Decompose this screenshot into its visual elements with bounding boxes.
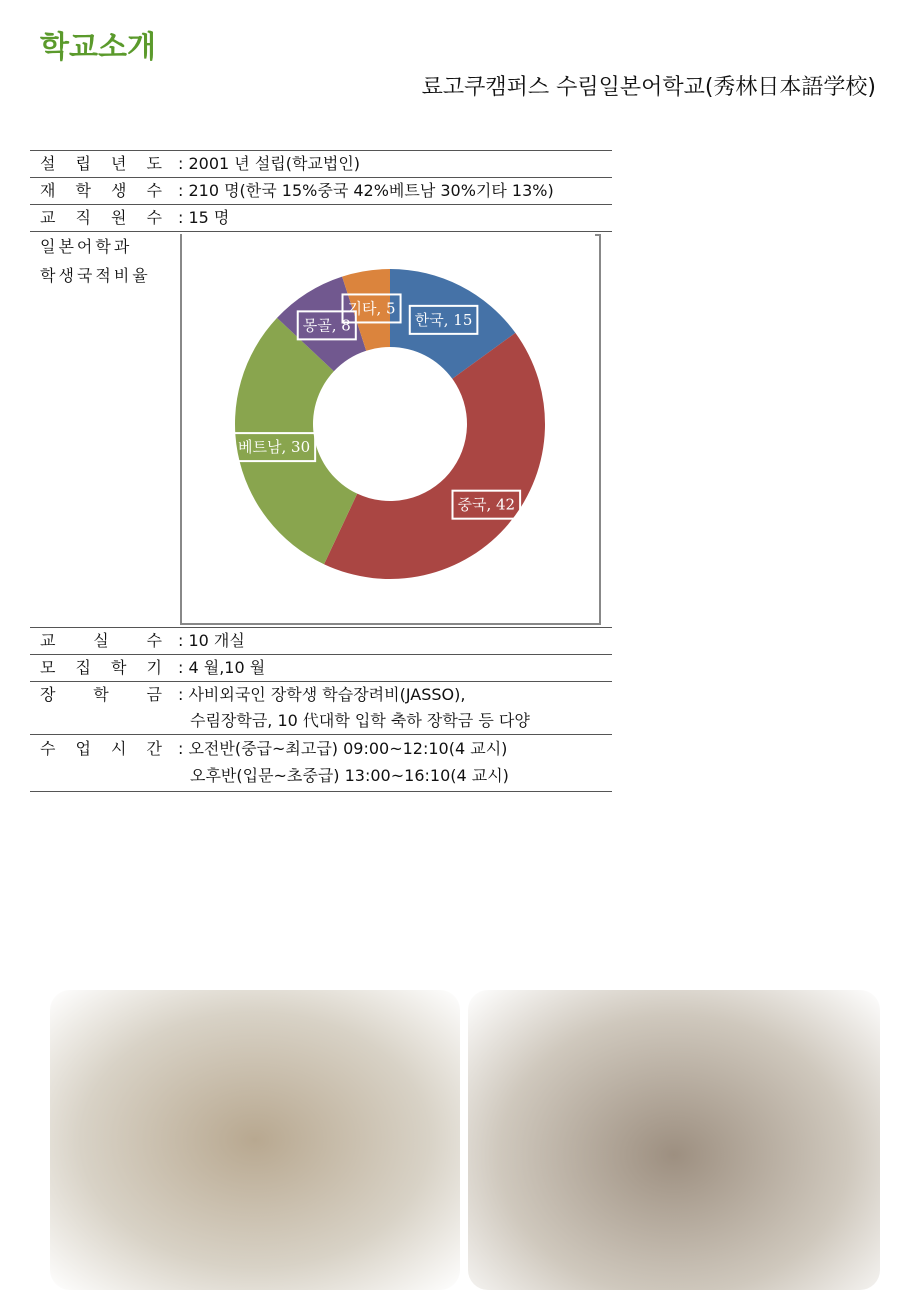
value: : 4 월,10 월 — [178, 658, 266, 677]
data-label-text: 기타, 5 — [347, 299, 396, 318]
data-label-text: 몽골, 8 — [302, 316, 351, 335]
label-char: 집 — [75, 658, 91, 677]
table-row-students — [30, 177, 612, 204]
table-row-scholarship — [30, 681, 612, 734]
classroom-photo-teacher — [50, 990, 460, 1290]
label-char: 교 — [40, 208, 56, 227]
value: : 2001 년 설립(학교법인) — [178, 154, 361, 173]
label-char: 장 — [40, 685, 56, 704]
label-char: 설 — [40, 154, 56, 173]
label-char: 도 — [146, 154, 162, 173]
label-char: 직 — [75, 208, 91, 227]
label-char: 교 — [40, 631, 56, 650]
table-row-founded — [30, 150, 612, 177]
label-char: 립 — [75, 154, 91, 173]
label-char: 년 — [111, 154, 127, 173]
value-line: : 사비외국인 장학생 학습장려비(JASSO), — [178, 685, 466, 704]
label-char: 모 — [40, 658, 56, 677]
label-char: 원 — [111, 208, 127, 227]
chart-label-line: 일본어학과 — [40, 237, 133, 256]
label-char: 수 — [146, 208, 162, 227]
donut-slice-1 — [324, 333, 545, 579]
label-char: 생 — [111, 181, 127, 200]
label-char: 시 — [111, 739, 127, 758]
label-char: 기 — [146, 658, 162, 677]
label-char: 학 — [93, 685, 109, 704]
label-char: 학 — [111, 658, 127, 677]
table-row-nationality-chart — [30, 231, 612, 627]
label-char: 학 — [75, 181, 91, 200]
table-row-class-hours — [30, 734, 612, 791]
label-char: 수 — [146, 181, 162, 200]
data-label-text: 한국, 15 — [414, 310, 473, 329]
label-char: 금 — [146, 685, 162, 704]
label-char: 실 — [93, 631, 109, 650]
value: : 210 명(한국 15%중국 42%베트남 30%기타 13%) — [178, 181, 554, 200]
table-bottom-rule — [30, 791, 612, 792]
table-row-intake — [30, 654, 612, 681]
label-char: 간 — [146, 739, 162, 758]
classroom-photo-students — [468, 990, 880, 1290]
value-line: 오후반(입문~초중급) 13:00~16:10(4 교시) — [190, 766, 509, 785]
value-line: : 오전반(중급~최고급) 09:00~12:10(4 교시) — [178, 739, 508, 758]
label-char: 재 — [40, 181, 56, 200]
school-name: 료고쿠캠퍼스 수림일본어학교(秀林日本語学校) — [421, 75, 876, 100]
data-label-text: 베트남, 30 — [238, 438, 311, 457]
chart-label-line: 학생국적비율 — [40, 266, 151, 285]
label-char: 업 — [75, 739, 91, 758]
value-line: 수림장학금, 10 代대학 입학 축하 장학금 등 다양 — [190, 711, 530, 730]
value: : 10 개실 — [178, 631, 245, 650]
page-title: 학교소개 — [40, 30, 156, 65]
value: : 15 명 — [178, 208, 230, 227]
label-char: 수 — [146, 631, 162, 650]
nationality-donut-chart — [180, 234, 602, 626]
data-label-text: 중국, 42 — [457, 495, 516, 514]
label-char: 수 — [40, 739, 56, 758]
table-row-staff — [30, 204, 612, 231]
school-info-table — [30, 150, 612, 792]
table-row-classrooms — [30, 627, 612, 654]
